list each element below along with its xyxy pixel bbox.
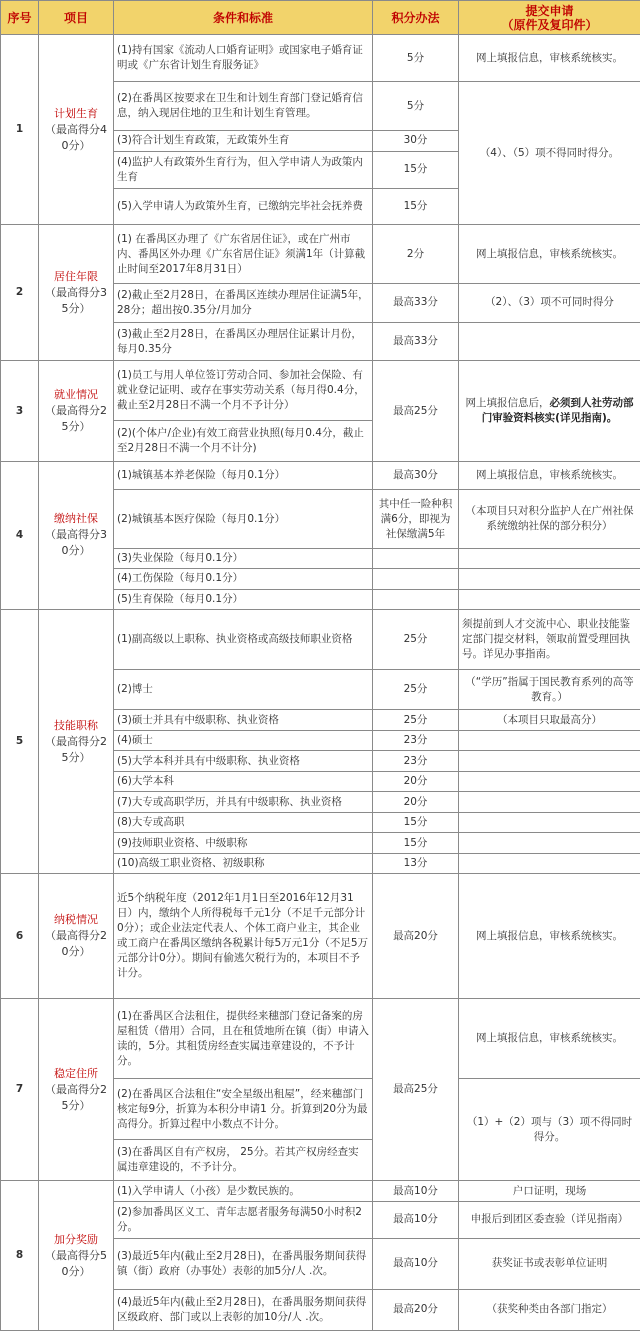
condition-cell: (4)硕士: [114, 730, 373, 750]
submit-text: 网上填报信息后，: [465, 397, 550, 410]
condition-cell: (9)技师职业资格、中级职称: [114, 833, 373, 853]
section-number: 8: [1, 1181, 39, 1331]
condition-cell: (2)截止至2月28日，在番禺区连续办理居住证满5年，28分；超出按0.35分/月加分: [114, 283, 373, 322]
section-number: 7: [1, 999, 39, 1181]
submit-cell-empty: [459, 589, 640, 609]
submit-cell: 申报后到团区委查验（详见指南）: [459, 1201, 640, 1238]
condition-cell: (2)在番禺区按要求在卫生和计划生育部门登记婚育信息，纳入现居住地的卫生和计划生育管理。: [114, 82, 373, 131]
section-max-score: （最高得分40分）: [45, 122, 107, 152]
score-cell: 15分: [373, 833, 459, 853]
submit-cell: （“学历”指属于国民教育系列的高等教育。）: [459, 669, 640, 710]
condition-cell: (2)城镇基本医疗保险（每月0.1分）: [114, 490, 373, 548]
score-cell: 2分: [373, 225, 459, 283]
score-cell: 30分: [373, 131, 459, 151]
score-cell: 最高33分: [373, 322, 459, 361]
condition-cell: (5)大学本科并具有中级职称、执业资格: [114, 751, 373, 771]
condition-cell: (1)员工与用人单位签订劳动合同、参加社会保险、有就业登记证明、或存在事实劳动关系（每月得0.4分，截止至2月28日不满一个月不予计分）: [114, 361, 373, 420]
condition-cell: (3)硕士并具有中级职称、执业资格: [114, 710, 373, 730]
submit-cell: 须提前到人才交流中心、职业技能鉴定部门提交材料，领取前置受理回执号。详见办事指南。: [459, 610, 640, 669]
section-item: [39, 35, 114, 225]
submit-cell: （本项目只对积分监护人在广州社保系统缴纳社保的部分积分）: [459, 490, 640, 548]
condition-cell: (5)生育保险（每月0.1分）: [114, 589, 373, 609]
score-cell: 5分: [373, 82, 459, 131]
condition-cell: 近5个纳税年度（2012年1月1日至2016年12月31日）内，缴纳个人所得税每千元1分（不足千元部分计0分）；或企业法定代表人、个体工商户业主，其企业或工商户在番禺区缴纳各税累计每5万元1分（不足5万元部分计0分）。期间有偷逃欠税行为的，本项目不予计分。: [114, 874, 373, 999]
header-condition: 条件和标准: [114, 1, 373, 35]
condition-cell: (3)截止至2月28日，在番禺区办理居住证累计月份，每月0.35分: [114, 322, 373, 361]
condition-cell: (2)(个体户/企业)有效工商营业执照(每月0.4分，截止至2月28日不满一个月不计分): [114, 420, 373, 461]
header-submit-title: 提交申请: [525, 3, 574, 18]
score-cell: 最高20分: [373, 1289, 459, 1330]
submit-cell-empty: [459, 322, 640, 361]
table-row: [1, 1181, 640, 1201]
section-name: 技能职称: [54, 718, 98, 732]
score-cell: 最高30分: [373, 461, 459, 490]
section-max-score: （最高得分35分）: [45, 285, 107, 315]
condition-cell: (4)最近5年内(截止至2月28日)，在番禺服务期间获得区级政府、部门或以上表彰的加10分/人 .次。: [114, 1289, 373, 1330]
submit-cell: 网上填报信息，审核系统核实。: [459, 461, 640, 490]
section-number: 4: [1, 461, 39, 609]
submit-cell-empty: [459, 751, 640, 771]
score-cell: 最高10分: [373, 1201, 459, 1238]
condition-cell: (5)入学申请人为政策外生育，已缴纳完毕社会抚养费: [114, 188, 373, 225]
section-name: 加分奖励: [54, 1232, 98, 1246]
section-item: [39, 361, 114, 461]
condition-cell: (3)失业保险（每月0.1分）: [114, 548, 373, 568]
condition-cell: (1)入学申请人（小孩）是少数民族的。: [114, 1181, 373, 1201]
submit-cell-empty: [459, 853, 640, 873]
condition-cell: (8)大专或高职: [114, 812, 373, 832]
score-cell: 25分: [373, 710, 459, 730]
section-item: [39, 999, 114, 1181]
submit-cell: （1）+（2）项与（3）项不得同时得分。: [459, 1078, 640, 1180]
section-number: 3: [1, 361, 39, 461]
score-cell: 最高10分: [373, 1238, 459, 1289]
score-cell: 23分: [373, 730, 459, 750]
score-cell-empty: [373, 548, 459, 568]
section-max-score: （最高得分50分）: [45, 1248, 107, 1278]
section-name: 稳定住所: [54, 1066, 98, 1080]
score-cell: 20分: [373, 792, 459, 812]
condition-cell: (1)城镇基本养老保险（每月0.1分）: [114, 461, 373, 490]
submit-cell-empty: [459, 771, 640, 791]
submit-cell-empty: [459, 812, 640, 832]
condition-cell: (4)工伤保险（每月0.1分）: [114, 569, 373, 589]
section-number: 5: [1, 610, 39, 874]
section-item: [39, 874, 114, 999]
condition-cell: (7)大专或高职学历，并具有中级职称、执业资格: [114, 792, 373, 812]
submit-cell: （4）、（5）项不得同时得分。: [459, 82, 640, 225]
score-cell: 5分: [373, 35, 459, 82]
condition-cell: (1)持有国家《流动人口婚育证明》或国家电子婚育证明或《广东省计划生育服务证》: [114, 35, 373, 82]
submit-cell-empty: [459, 792, 640, 812]
score-cell: 最高25分: [373, 361, 459, 461]
table-row: [1, 461, 640, 490]
header-score: 积分办法: [373, 1, 459, 35]
condition-cell: (3)符合计划生育政策，无政策外生育: [114, 131, 373, 151]
score-cell: 20分: [373, 771, 459, 791]
header-item: 项目: [39, 1, 114, 35]
header-no: 序号: [1, 1, 39, 35]
score-cell: 最高25分: [373, 999, 459, 1181]
score-cell: 25分: [373, 610, 459, 669]
table-row: [1, 874, 640, 999]
table-row: [1, 361, 640, 420]
section-item: [39, 461, 114, 609]
section-number: 6: [1, 874, 39, 999]
section-item: [39, 225, 114, 361]
condition-cell: (2)博士: [114, 669, 373, 710]
submit-cell: 网上填报信息，审核系统核实。: [459, 999, 640, 1079]
score-cell: 13分: [373, 853, 459, 873]
score-cell-empty: [373, 569, 459, 589]
submit-cell: （本项目只取最高分）: [459, 710, 640, 730]
section-name: 居住年限: [54, 269, 98, 283]
condition-cell: (1) 在番禺区办理了《广东省居住证》，或在广州市内、番禺区外办理《广东省居住证》须满1年（计算截止时间至2017年8月31日）: [114, 225, 373, 283]
table-row: [1, 610, 640, 669]
score-cell: 23分: [373, 751, 459, 771]
score-cell-empty: [373, 589, 459, 609]
score-cell: 最高33分: [373, 283, 459, 322]
section-max-score: （最高得分25分）: [45, 1082, 107, 1112]
submit-cell: [459, 361, 640, 461]
section-max-score: （最高得分25分）: [45, 404, 107, 434]
score-cell: 最高20分: [373, 874, 459, 999]
score-cell: 25分: [373, 669, 459, 710]
section-number: 2: [1, 225, 39, 361]
section-name: 纳税情况: [54, 913, 98, 927]
score-cell: 其中任一险种积满6分，即视为社保缴满5年: [373, 490, 459, 548]
table-row: [1, 35, 640, 82]
section-item: [39, 1181, 114, 1331]
section-name: 缴纳社保: [54, 512, 98, 526]
condition-cell: (1)副高级以上职称、执业资格或高级技师职业资格: [114, 610, 373, 669]
submit-cell: 获奖证书或表彰单位证明: [459, 1238, 640, 1289]
score-cell: 15分: [373, 188, 459, 225]
score-cell: 15分: [373, 812, 459, 832]
header-submit-subtitle: （原件及复印件）: [501, 17, 598, 32]
condition-cell: (4)监护人有政策外生育行为，但入学申请人为政策内生育: [114, 151, 373, 188]
submit-cell: 网上填报信息，审核系统核实。: [459, 35, 640, 82]
condition-cell: (2)在番禺区合法租住“安全星级出租屋”，经来穗部门核定每9分，折算为本积分申请1 分。折算到20分为最高得分。折算过程中小数点不计分。: [114, 1078, 373, 1139]
submit-cell: 户口证明，现场: [459, 1181, 640, 1201]
condition-cell: (10)高级工职业资格、初级职称: [114, 853, 373, 873]
section-item: [39, 610, 114, 874]
condition-cell: (3)在番禺区自有产权房， 25分。若其产权房经查实属违章建设的，不予计分。: [114, 1140, 373, 1181]
submit-cell: （2）、（3）项不可同时得分: [459, 283, 640, 322]
table-row: [1, 225, 640, 283]
section-name: 计划生育: [54, 106, 98, 120]
header-submit: [459, 1, 640, 35]
section-number: 1: [1, 35, 39, 225]
condition-cell: (3)最近5年内(截止至2月28日)，在番禺服务期间获得镇（街）政府（办事处）表彰的加5分/人 .次。: [114, 1238, 373, 1289]
submit-cell: 网上填报信息，审核系统核实。: [459, 225, 640, 283]
submit-cell-empty: [459, 569, 640, 589]
submit-cell-empty: [459, 730, 640, 750]
section-max-score: （最高得分20分）: [45, 929, 107, 959]
submit-cell: 网上填报信息，审核系统核实。: [459, 874, 640, 999]
condition-cell: (1)在番禺区合法租住，提供经来穗部门登记备案的房屋租赁（借用）合同，且在租赁地所在镇（街）申请入读的，5分。其租赁房经查实属违章建设的，不予计分。: [114, 999, 373, 1079]
section-max-score: （最高得分30分）: [45, 528, 107, 558]
submit-text-emphasis: 必须到人社劳动部门审验资料核实(详见指南)。: [481, 397, 634, 425]
condition-cell: (6)大学本科: [114, 771, 373, 791]
condition-cell: (2)参加番禺区义工、青年志愿者服务每满50小时积2分。: [114, 1201, 373, 1238]
submit-cell: （获奖种类由各部门指定）: [459, 1289, 640, 1330]
submit-cell-empty: [459, 833, 640, 853]
section-name: 就业情况: [54, 388, 98, 402]
section-max-score: （最高得分25分）: [45, 734, 107, 764]
submit-cell-empty: [459, 548, 640, 568]
score-cell: 15分: [373, 151, 459, 188]
table-row: [1, 999, 640, 1079]
score-cell: 最高10分: [373, 1181, 459, 1201]
